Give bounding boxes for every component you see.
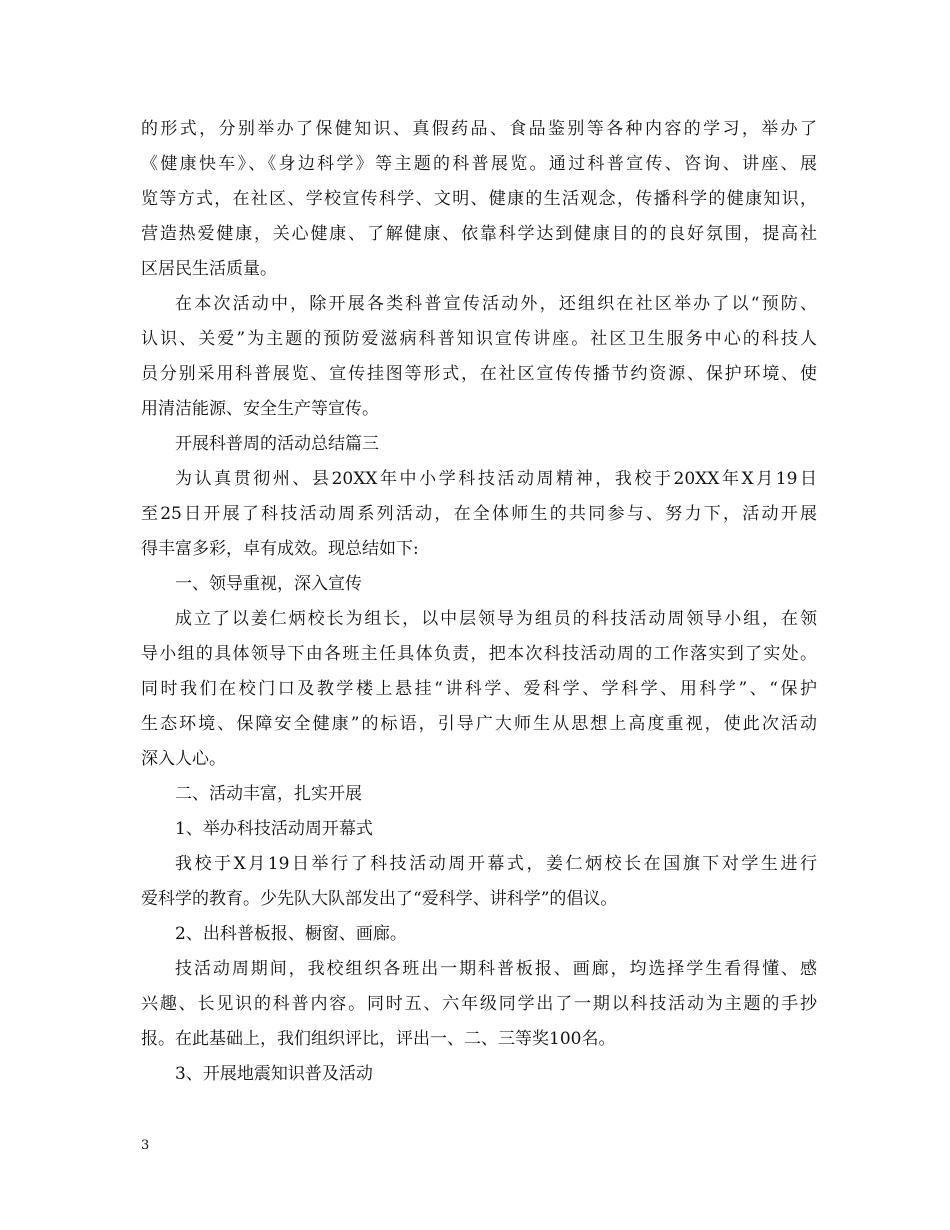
text-line: 的形式，分别举办了保健知识、真假药品、食品鉴别等各种内容的学习，举办了: [141, 119, 817, 139]
text-line: 开展科普周的活动总结篇三: [175, 434, 379, 454]
text-line: 1、举办科技活动周开幕式: [175, 819, 373, 839]
text-line: 成立了以姜仁炳校长为组长，以中层领导为组员的科技活动周领导小组，在领: [175, 609, 817, 629]
text-line: 用清洁能源、安全生产等宣传。: [141, 399, 379, 419]
text-line: 得丰富多彩，卓有成效。现总结如下:: [141, 539, 419, 559]
text-line: 技活动周期间，我校组织各班出一期科普板报、画廊，均选择学生看得懂、感: [175, 959, 817, 979]
text-line: 3、开展地震知识普及活动: [175, 1064, 373, 1084]
text-line: 认识、关爱”为主题的预防爱滋病科普知识宣传讲座。社区卫生服务中心的科技人: [141, 329, 817, 349]
text-line: 《健康快车》、《身边科学》等主题的科普展览。通过科普宣传、咨询、讲座、展: [141, 154, 817, 174]
page-number: 3: [141, 1138, 150, 1153]
text-line: 生态环境、保障安全健康”的标语，引导广大师生从思想上高度重视，使此次活动: [141, 714, 817, 734]
text-line: 在本次活动中，除开展各类科普宣传活动外，还组织在社区举办了以“预防、: [175, 294, 817, 314]
document-body: [141, 112, 817, 1092]
text-line: 爱科学的教育。少先队大队部发出了“爱科学、讲科学”的倡议。: [141, 889, 618, 909]
text-line: 员分别采用科普展览、宣传挂图等形式，在社区宣传传播节约资源、保护环境、使: [141, 364, 817, 384]
text-line: 兴趣、长见识的科普内容。同时五、六年级同学出了一期以科技活动为主题的手抄: [141, 994, 817, 1014]
text-line: 同时我们在校门口及教学楼上悬挂“讲科学、爱科学、学科学、用科学”、“保护: [141, 679, 817, 699]
text-line: 营造热爱健康，关心健康、了解健康、依靠科学达到健康目的的良好氛围，提高社: [141, 224, 817, 244]
text-line: 一、领导重视，深入宣传: [175, 574, 362, 594]
text-line: 区居民生活质量。: [141, 259, 277, 279]
text-line: 2、出科普板报、橱窗、画廊。: [175, 924, 407, 944]
text-line: 导小组的具体领导下由各班主任具体负责，把本次科技活动周的工作落实到了实处。: [141, 644, 817, 664]
text-line: 二、活动丰富，扎实开展: [175, 784, 362, 804]
text-line: 览等方式，在社区、学校宣传科学、文明、健康的生活观念，传播科学的健康知识，: [141, 189, 817, 209]
text-line: 报。在此基础上，我们组织评比，评出一、二、三等奖100名。: [141, 1029, 616, 1049]
text-line: 我校于X月19日举行了科技活动周开幕式，姜仁炳校长在国旗下对学生进行: [175, 854, 817, 874]
text-line: 至25日开展了科技活动周系列活动，在全体师生的共同参与、努力下，活动开展: [141, 504, 817, 524]
text-line: 为认真贯彻州、县20XX年中小学科技活动周精神，我校于20XX年X月19日: [175, 469, 817, 489]
text-line: 深入人心。: [141, 749, 226, 769]
